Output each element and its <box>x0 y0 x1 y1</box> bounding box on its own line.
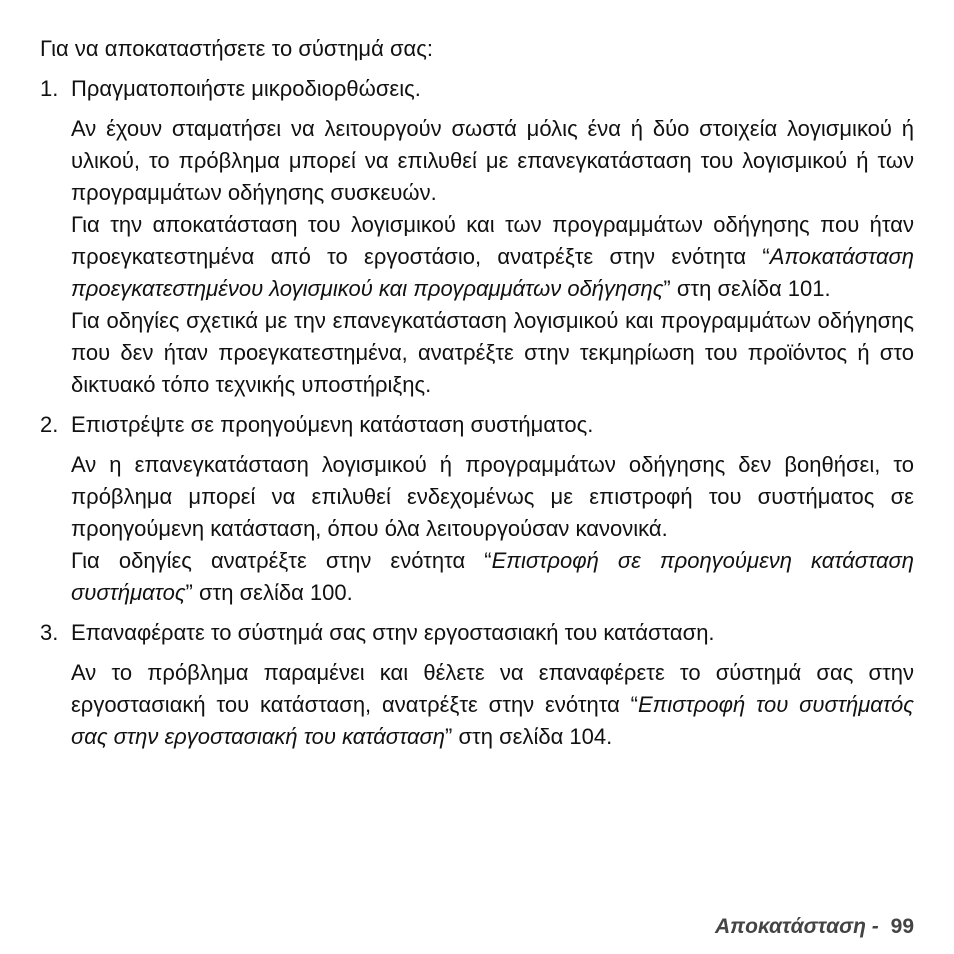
section-reference: Επιστροφή σε προηγούμενη κατάσταση συστήματος <box>71 548 914 605</box>
document-page <box>40 33 914 753</box>
paragraph-text: ” στη σελίδα 104. <box>445 724 613 749</box>
paragraph-text: ” στη σελίδα 101. <box>663 276 831 301</box>
step-1-paragraph-3: Για οδηγίες σχετικά με την επανεγκατάσταση λογισμικού και προγραμμάτων οδήγησης που δεν ήταν προεγκατεστημένα, ανατρέξτε στην τεκμηρίωση του προϊόντος ή στο δικτυακό τόπο τεχνικής υποστήριξης. <box>71 308 914 397</box>
paragraph-text: Αν το πρόβλημα παραμένει και θέλετε να επαναφέρετε το σύστημά σας στην εργοστασιακή του κατάσταση, ανατρέξτε στην ενότητα “ <box>71 660 914 717</box>
section-reference: Αποκατάσταση προεγκατεστημένου λογισμικού και προγραμμάτων οδήγησης <box>71 244 914 301</box>
step-number: 3. <box>40 620 59 645</box>
step-2-heading <box>40 409 914 441</box>
step-title: Επαναφέρατε το σύστημά σας στην εργοστασιακή του κατάσταση. <box>71 620 715 645</box>
footer-section-title: Αποκατάσταση <box>714 915 866 938</box>
page-footer <box>715 915 914 939</box>
step-2-paragraph-2 <box>71 545 914 609</box>
step-title: Πραγματοποιήστε μικροδιορθώσεις. <box>71 76 421 101</box>
page-number: 99 <box>890 915 914 938</box>
section-reference: Επιστροφή του συστήματός σας στην εργοστασιακή του κατάσταση <box>71 692 914 749</box>
step-title: Επιστρέψτε σε προηγούμενη κατάσταση συστήματος. <box>71 412 594 437</box>
step-3-heading <box>40 617 914 649</box>
step-1-paragraph-2 <box>71 209 914 305</box>
step-3-paragraph-1 <box>71 657 914 753</box>
step-1-heading <box>40 73 914 105</box>
step-1-paragraph-1: Αν έχουν σταματήσει να λειτουργούν σωστά μόλις ένα ή δύο στοιχεία λογισμικού ή υλικού, το πρόβλημα μπορεί να επιλυθεί με επανεγκατάσταση του λογισμικού ή των προγραμμάτων οδήγησης συσκευών. <box>71 116 914 205</box>
step-number: 1. <box>40 76 59 101</box>
paragraph-text: Για οδηγίες ανατρέξτε στην ενότητα “ <box>71 548 492 573</box>
step-number: 2. <box>40 412 59 437</box>
paragraph-text: Για την αποκατάσταση του λογισμικού και των προγραμμάτων οδήγησης που ήταν προεγκατεστημένα από το εργοστάσιο, ανατρέξτε στην ενότητα “ <box>71 212 914 269</box>
step-2-paragraph-1: Αν η επανεγκατάσταση λογισμικού ή προγραμμάτων οδήγησης δεν βοηθήσει, το πρόβλημα μπορεί να επιλυθεί ενδεχομένως με επιστροφή του συστήματος σε προηγούμενη κατάσταση, όπου όλα λειτουργούσαν κανονικά. <box>71 452 914 541</box>
paragraph-text: ” στη σελίδα 100. <box>185 580 353 605</box>
intro-text: Για να αποκαταστήσετε το σύστημά σας: <box>40 36 433 61</box>
footer-separator: - <box>871 915 879 938</box>
